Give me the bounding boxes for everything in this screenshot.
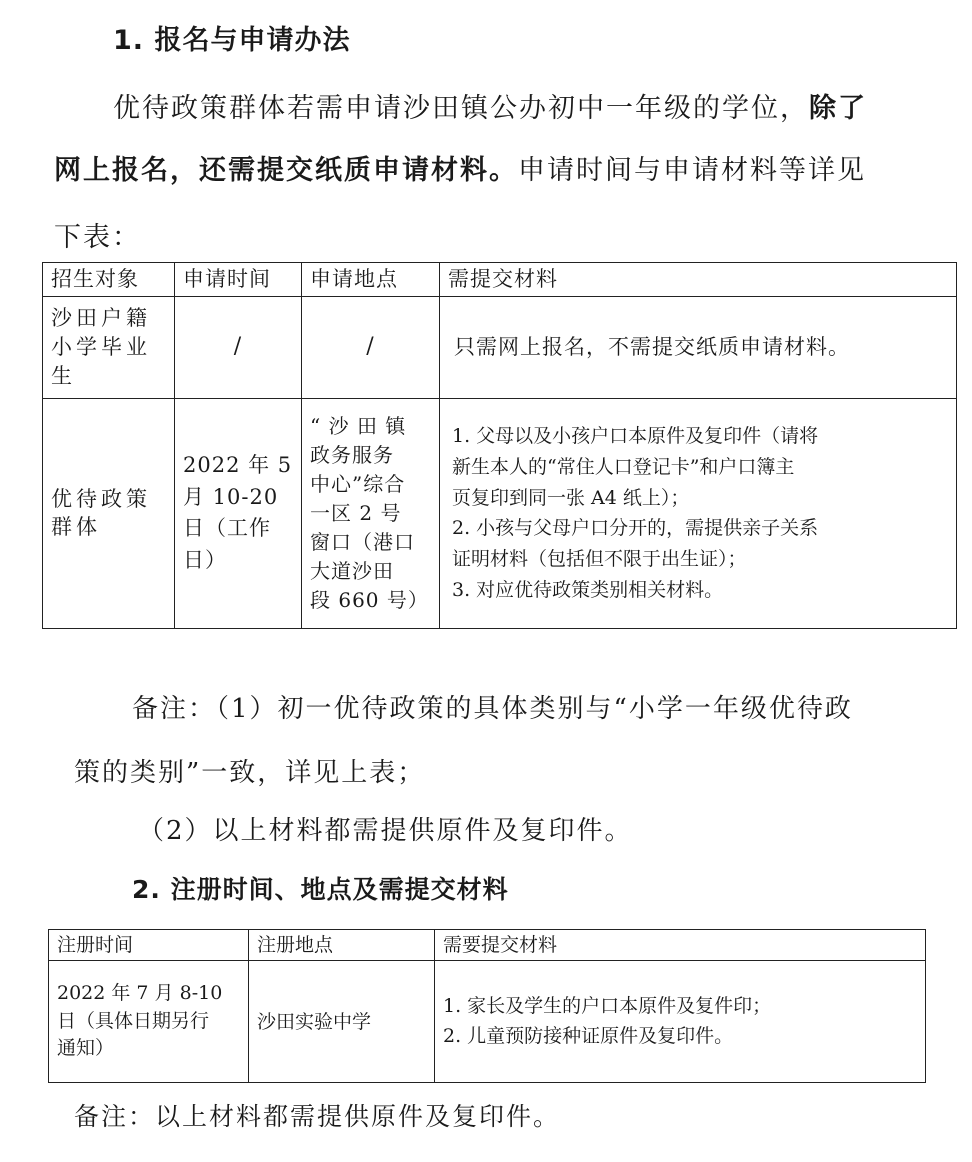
registration-table xyxy=(48,929,926,1083)
materials-line: 2. 小孩与父母户口分开的，需提供亲子关系 xyxy=(452,517,819,540)
intro-line-2 xyxy=(54,148,866,187)
time-line: 日（工作 xyxy=(183,516,271,541)
intro-line-2-bold: 网上报名，还需提交纸质申请材料。 xyxy=(54,155,518,186)
table-row xyxy=(43,296,957,398)
place-cell: / xyxy=(302,296,440,398)
intro-line-1 xyxy=(113,86,867,125)
target-cell xyxy=(43,398,175,628)
place-line: 政务服务 xyxy=(310,442,394,467)
table-row xyxy=(43,398,957,628)
registration-note: 备注：以上材料都需提供原件及复印件。 xyxy=(74,1102,561,1131)
target-cell xyxy=(43,296,175,398)
materials-cell xyxy=(440,398,957,628)
header-place: 申请地点 xyxy=(302,263,440,297)
target-line: 生 xyxy=(51,363,76,388)
header-registration-materials: 需要提交材料 xyxy=(435,930,926,961)
intro-line-1-bold: 除了 xyxy=(809,93,867,124)
intro-line-3: 下表： xyxy=(54,222,141,253)
place-line: 一区 2 号 xyxy=(310,500,402,525)
intro-line-2-text: 申请时间与申请材料等详见 xyxy=(518,155,866,186)
registration-materials-line: 1. 家长及学生的户口本原件及复件印； xyxy=(443,995,772,1018)
place-line: 段 660 号） xyxy=(310,587,429,612)
header-materials: 需提交材料 xyxy=(440,263,957,297)
target-line: 小学毕业 xyxy=(51,334,151,359)
section-1-heading: 1. 报名与申请办法 xyxy=(113,25,351,56)
application-table xyxy=(42,262,957,629)
place-line: “ 沙 田 镇 xyxy=(310,413,407,438)
notes-line-1: 备注：（1）初一优待政策的具体类别与“小学一年级优待政 xyxy=(132,694,853,724)
materials-line: 3. 对应优待政策类别相关材料。 xyxy=(452,579,724,601)
time-cell: / xyxy=(175,296,302,398)
target-line: 沙田户籍 xyxy=(51,306,151,331)
notes-line-2: 策的类别”一致，详见上表； xyxy=(74,758,426,788)
materials-line: 新生本人的“常住人口登记卡”和户口簿主 xyxy=(452,455,795,478)
intro-line-1-text: 优待政策群体若需申请沙田镇公办初中一年级的学位， xyxy=(113,93,809,124)
registration-time-line: 日（具体日期另行 xyxy=(57,1009,210,1032)
registration-time-cell xyxy=(49,961,249,1083)
target-line: 优待政策 xyxy=(51,486,151,511)
registration-time-line: 2022 年 7 月 8-10 xyxy=(57,982,223,1005)
header-registration-time: 注册时间 xyxy=(49,930,249,961)
target-line: 群体 xyxy=(51,515,101,540)
application-table-header-row xyxy=(43,263,957,297)
time-line: 月 10-20 xyxy=(183,484,279,509)
header-target: 招生对象 xyxy=(43,263,175,297)
place-line: 大道沙田 xyxy=(310,558,394,583)
section-2-heading: 2. 注册时间、地点及需提交材料 xyxy=(132,875,509,904)
materials-line: 1. 父母以及小孩户口本原件及复印件（请将 xyxy=(452,425,819,448)
place-line: 中心”综合 xyxy=(310,471,406,496)
registration-materials-cell xyxy=(435,961,926,1083)
registration-time-line: 通知） xyxy=(57,1037,115,1060)
registration-table-header-row xyxy=(49,930,926,961)
materials-line: 页复印到同一张 A4 纸上）； xyxy=(452,486,690,509)
notes-line-3: （2）以上材料都需提供原件及复印件。 xyxy=(138,816,633,846)
materials-line: 证明材料（包括但不限于出生证）； xyxy=(452,548,747,571)
materials-cell: 只需网上报名，不需提交纸质申请材料。 xyxy=(440,296,957,398)
time-line: 2022 年 5 xyxy=(183,453,293,478)
registration-materials-line: 2. 儿童预防接种证原件及复印件。 xyxy=(443,1024,734,1047)
header-time: 申请时间 xyxy=(175,263,302,297)
place-line: 窗口（港口 xyxy=(310,529,415,554)
header-registration-place: 注册地点 xyxy=(249,930,435,961)
table-row xyxy=(49,961,926,1083)
time-line: 日） xyxy=(183,547,227,572)
time-cell xyxy=(175,398,302,628)
place-cell xyxy=(302,398,440,628)
registration-place-cell: 沙田实验中学 xyxy=(249,961,435,1083)
